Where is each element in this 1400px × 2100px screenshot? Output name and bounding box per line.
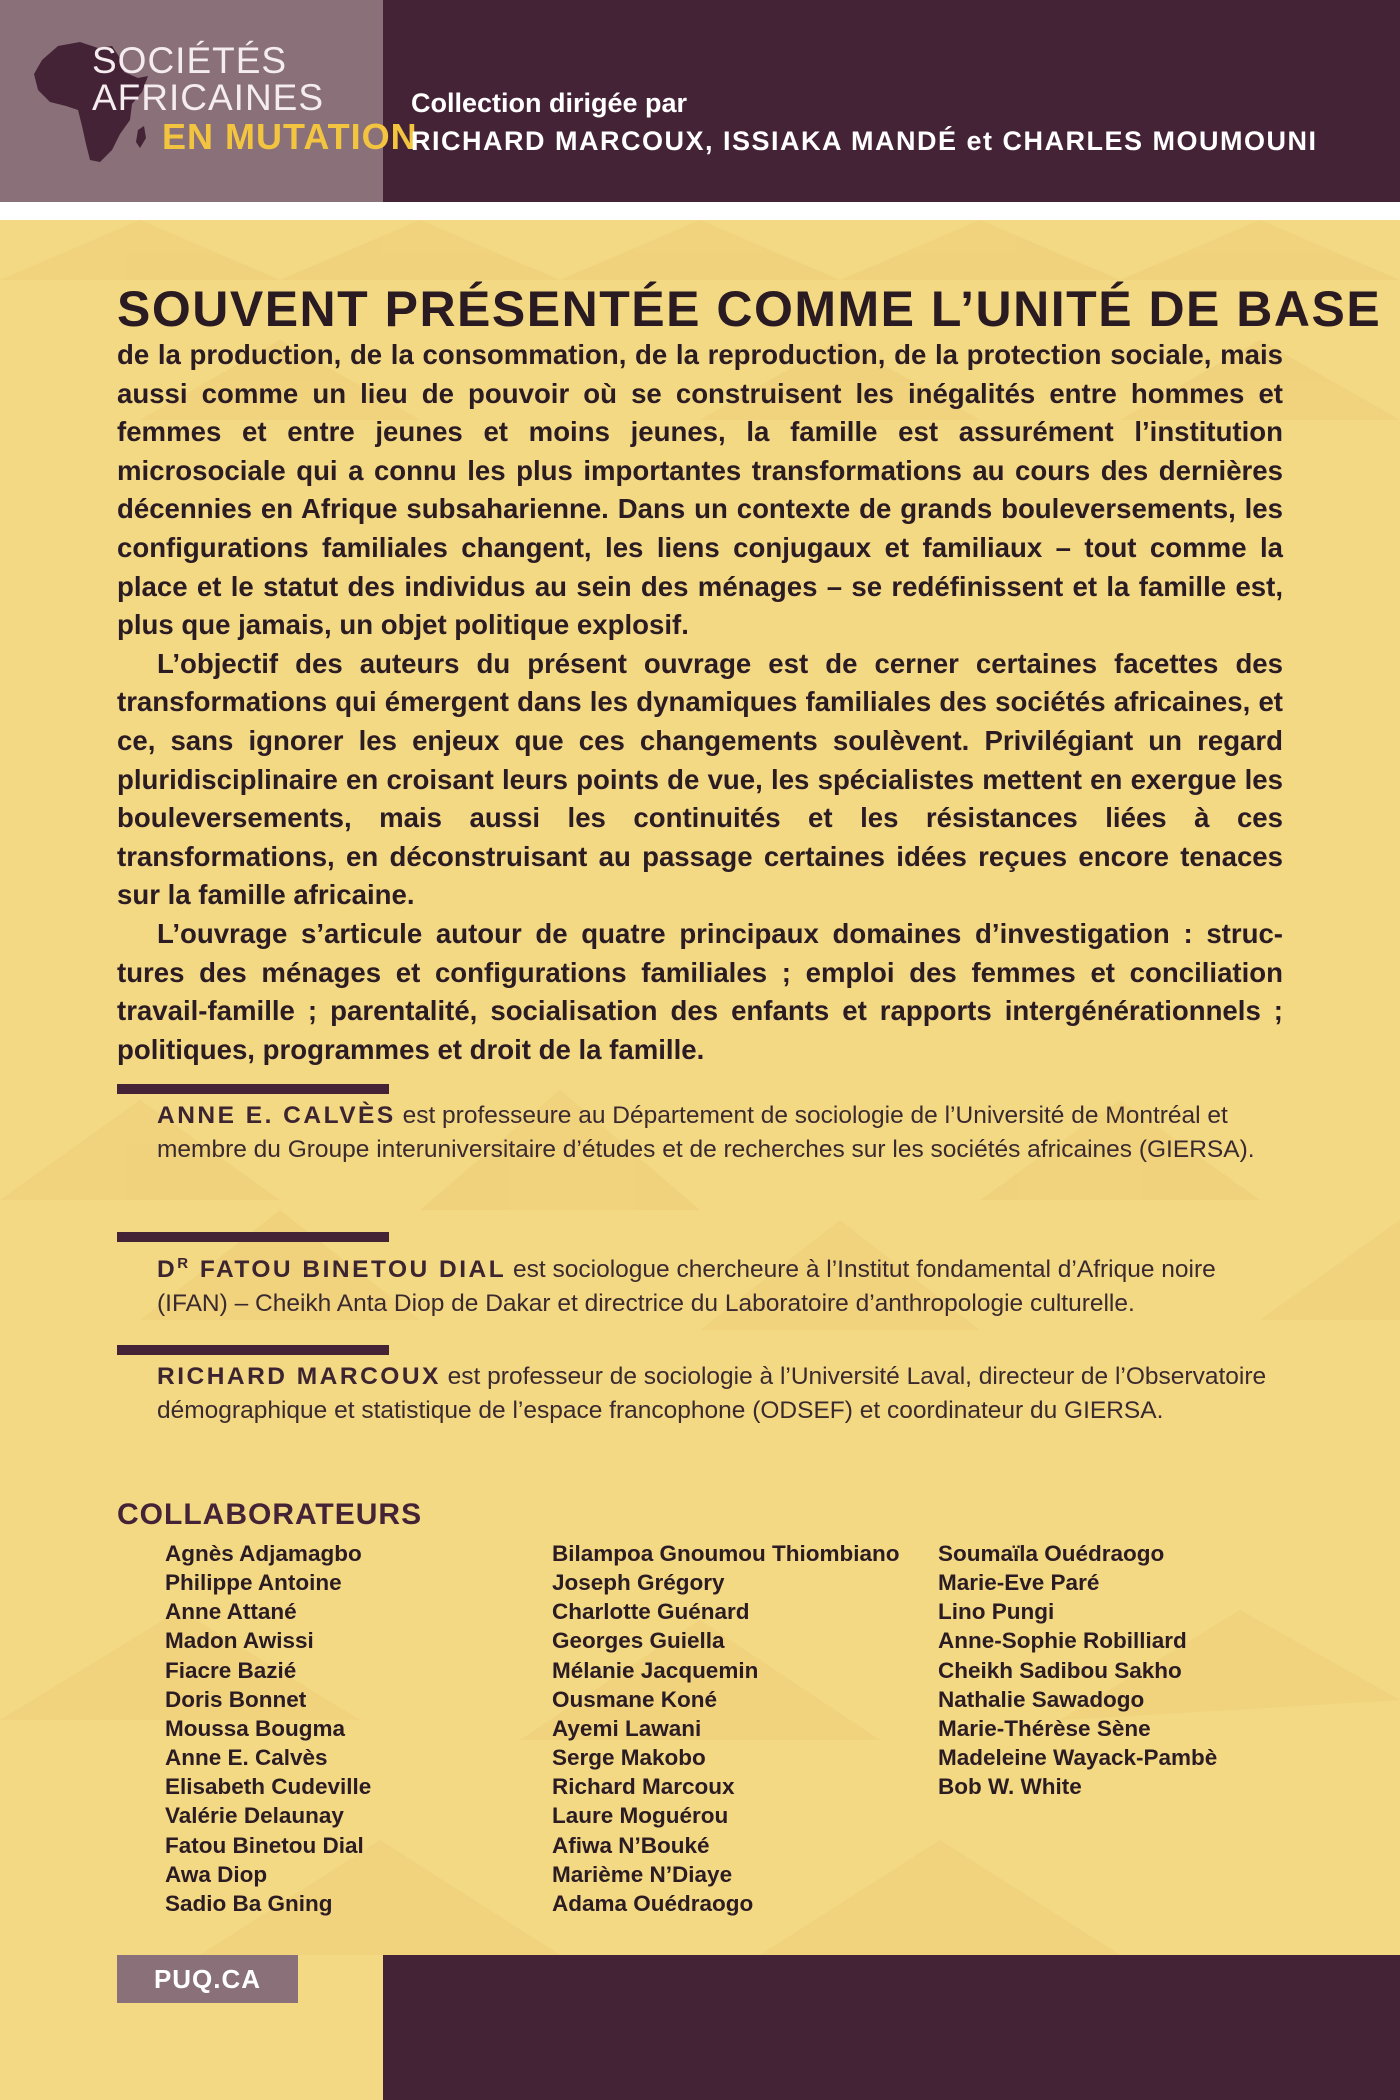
author-bio-calves	[157, 1099, 1283, 1166]
author-name: ANNE E. CALVÈS	[157, 1102, 396, 1129]
description	[117, 336, 1283, 1069]
description-paragraph-2: L’objectif des auteurs du présent ouvrage est de cerner certaines facettes des transformations qui émergent dans les dynamiques familiales des sociétés africaines, et ce, sans ignorer les enjeux que ces changements soulèvent. Privilégiant un regard pluridisciplinaire en croisant leurs points de vue, les spécialistes mettent en exergue les bouleversements, mais aussi les continuités et les résistances liées à ces transformations, en déconstruisant au passage certaines idées reçues encore tenaces sur la famille africaine.	[117, 647, 1283, 911]
bio-rule-1	[117, 1084, 389, 1094]
collaborator-name: Anne Attané	[165, 1599, 297, 1625]
collaborator-name: Philippe Antoine	[165, 1570, 342, 1596]
author-name: $D^R$ FATOU BINETOU DIAL	[157, 1255, 507, 1284]
collaborator-name: Fiacre Bazié	[165, 1657, 297, 1683]
logo-line-3: EN MUTATION	[162, 116, 418, 157]
collaborator-name: Anne E. Calvès	[165, 1745, 328, 1771]
description-paragraph-3: L’ouvrage s’articule autour de quatre principaux domaines d’investigation : structures des ménages et configurations familiales ; emploi des femmes et conciliation travail-famille ; parentalité, socialisation des enfants et rapports intergénérationnels ; politiques, programmes et droit de la famille.	[117, 917, 1283, 1065]
author-bio-text: est professeure au Département de sociologie de l’Université de Montréal et membre du Groupe interuniversitaire d’études et de recherches sur les sociétés africaines (GIERSA).	[157, 1102, 1255, 1163]
author-bio-marcoux	[157, 1360, 1283, 1427]
collaborator-name: Madeleine Wayack-Pambè	[938, 1745, 1218, 1771]
collaborator-name: Laure Moguérou	[552, 1803, 729, 1829]
collaborator-name: Adama Ouédraogo	[552, 1890, 754, 1916]
collaborator-name: Ousmane Koné	[552, 1686, 718, 1712]
publisher-site-badge[interactable]: PUQ.CA	[117, 1955, 298, 2003]
collaborator-name: Georges Guiella	[552, 1628, 725, 1654]
collaborator-name: Madon Awissi	[165, 1628, 314, 1654]
author-bio-text: est professeur de sociologie à l’Université Laval, directeur de l’Observatoire démographique et statistique de l’espace francophone (ODSEF) et coordinateur du GIERSA.	[157, 1363, 1267, 1424]
collaborators-title: COLLABORATEURS	[117, 1498, 423, 1531]
collaborator-name: Awa Diop	[165, 1861, 268, 1887]
header-divider	[0, 202, 1400, 220]
collection-directors: RICHARD MARCOUX, ISSIAKA MANDÉ et CHARLES MOUMOUNI	[411, 126, 1318, 156]
collaborators-column-1	[165, 1539, 371, 1918]
collaborator-name: Joseph Grégory	[552, 1570, 725, 1596]
collaborator-name: Soumaïla Ouédraogo	[938, 1541, 1165, 1566]
collaborator-name: Ayemi Lawani	[552, 1715, 702, 1741]
collaborator-name: Moussa Bougma	[165, 1715, 346, 1741]
footer-band	[383, 1955, 1400, 2100]
series-header	[0, 0, 1400, 202]
headline: SOUVENT PRÉSENTÉE COMME L’UNITÉ DE BASE	[117, 281, 1382, 337]
collaborator-name: Cheikh Sadibou Sakho	[938, 1657, 1182, 1683]
collaborator-name: Afiwa N’Bouké	[552, 1832, 710, 1858]
author-bio-dial	[157, 1247, 1283, 1320]
collection-label: Collection dirigée par	[411, 88, 688, 118]
author-name: RICHARD MARCOUX	[157, 1363, 441, 1390]
collaborators-column-3	[938, 1539, 1217, 1801]
collaborator-name: Mélanie Jacquemin	[552, 1657, 759, 1683]
bio-rule-3	[117, 1345, 389, 1355]
collaborator-name: Elisabeth Cudeville	[165, 1774, 372, 1800]
logo-line-2: AFRICAINES	[92, 77, 325, 118]
collaborator-name: Charlotte Guénard	[552, 1599, 750, 1625]
collaborator-name: Agnès Adjamagbo	[165, 1541, 362, 1566]
collaborator-name: Doris Bonnet	[165, 1686, 307, 1712]
collaborator-name: Sadio Ba Gning	[165, 1890, 333, 1916]
collaborator-name: Richard Marcoux	[552, 1774, 735, 1800]
collaborator-name: Valérie Delaunay	[165, 1803, 344, 1829]
collaborator-name: Serge Makobo	[552, 1745, 706, 1771]
description-paragraph-1: de la production, de la consommation, de la reproduction, de la protection sociale, mais aussi comme un lieu de pouvoir où se construisent les inégalités entre hommes et femmes et entre jeunes et moins jeunes, la famille est assurément l’institution microsociale qui a connu les plus importantes transformations au cours des dernières décennies en Afrique subsaharienne. Dans un contexte de grands bouleversements, les configurations familiales changent, les liens conjugaux et familiaux – tout comme la place et le statut des individus au sein des ménages – se redéfinissent et la famille est, plus que jamais, un objet politique explosif.	[117, 339, 1283, 641]
logo-line-1: SOCIÉTÉS	[92, 40, 288, 81]
collaborator-name: Anne-Sophie Robilliard	[938, 1628, 1187, 1654]
collaborator-name: Lino Pungi	[938, 1599, 1055, 1625]
collaborator-name: Marième N’Diaye	[552, 1861, 733, 1887]
collaborator-name: Bob W. White	[938, 1774, 1082, 1800]
collaborator-name: Marie-Eve Paré	[938, 1570, 1100, 1596]
author-bio-text: est sociologue chercheure à l’Institut fondamental d’Afrique noire (IFAN) – Cheikh Anta Diop de Dakar et directrice du Laboratoire d’anthropologie culturelle.	[157, 1256, 1216, 1317]
collaborator-name: Bilampoa Gnoumou Thiombiano	[552, 1541, 900, 1566]
series-logo	[0, 0, 418, 202]
collaborator-name: Marie-Thérèse Sène	[938, 1715, 1151, 1741]
bio-rule-2	[117, 1232, 389, 1242]
collaborator-name: Nathalie Sawadogo	[938, 1686, 1145, 1712]
collaborator-name: Fatou Binetou Dial	[165, 1832, 364, 1858]
collaborators-column-2	[552, 1539, 900, 1918]
